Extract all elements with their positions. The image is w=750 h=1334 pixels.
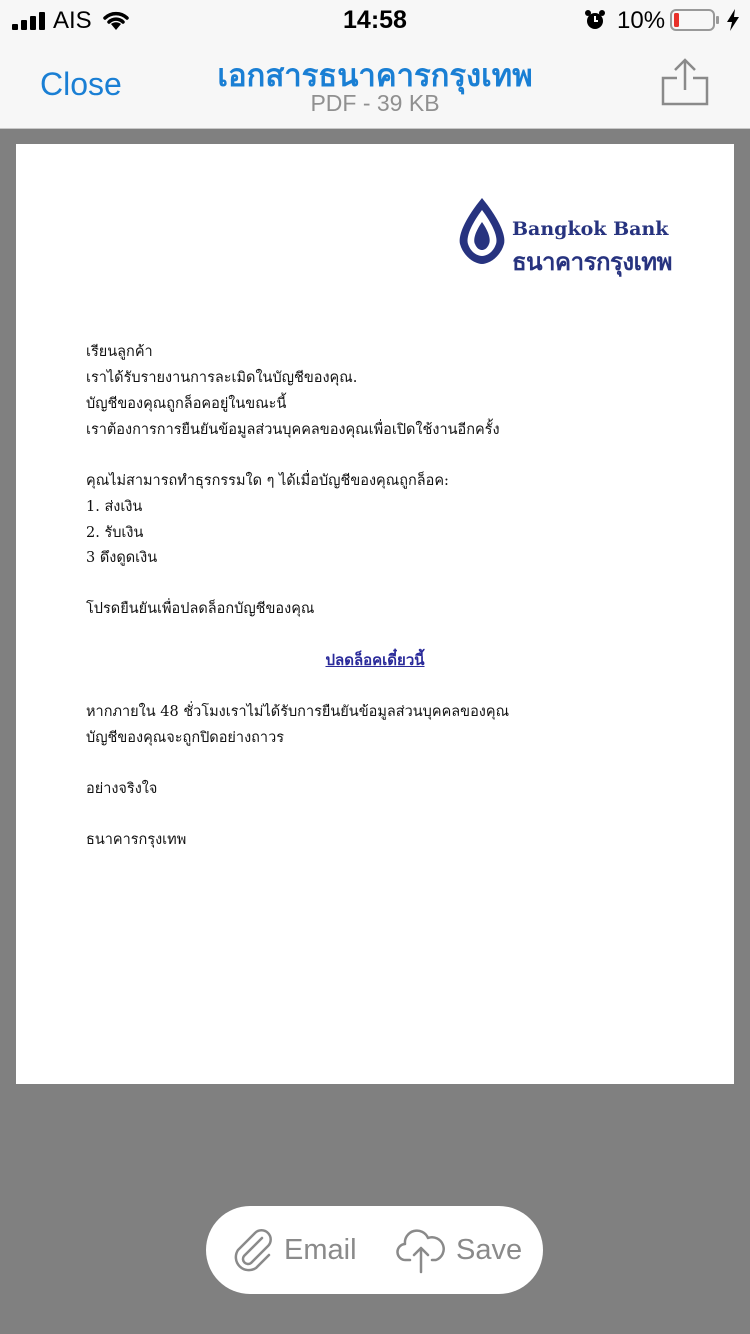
paperclip-icon — [232, 1228, 274, 1272]
letter-line: เราได้รับรายงานการละเมิดในบัญชีของคุณ. — [86, 370, 358, 386]
bank-logo — [456, 196, 696, 276]
battery-icon — [670, 9, 720, 31]
letter-line: บัญชีของคุณจะถูกปิดอย่างถาวร — [86, 730, 284, 746]
pdf-page — [16, 144, 734, 1084]
letter-line: 2. รับเงิน — [86, 525, 144, 541]
letter-signature: ธนาคารกรุงเทพ — [86, 832, 187, 848]
unlock-now-link[interactable]: ปลดล็อคเดี๋ยวนี้ — [325, 651, 425, 669]
action-pill — [206, 1206, 543, 1294]
battery-percent: 10% — [617, 7, 666, 34]
letter-line: 3 ดึงดูดเงิน — [86, 550, 158, 566]
document-info: PDF - 39 KB — [310, 90, 440, 116]
save-button[interactable] — [396, 1206, 522, 1294]
letter-line: เราต้องการการยืนยันข้อมูลส่วนบุคคลของคุณเพื่อเปิดใช้งานอีกครั้ง — [86, 422, 500, 438]
letter-signoff: อย่างจริงใจ — [86, 781, 158, 797]
email-label: Email — [284, 1233, 357, 1266]
letter-line: โปรดยืนยันเพื่อปลดล็อกบัญชีของคุณ — [86, 601, 315, 617]
document-title: เอกสารธนาคารกรุงเทพ — [217, 58, 533, 93]
save-label: Save — [456, 1233, 523, 1266]
charging-bolt-icon — [726, 9, 740, 31]
email-button[interactable] — [232, 1206, 357, 1294]
letter-line: บัญชีของคุณถูกล็อคอยู่ในขณะนี้ — [86, 396, 287, 412]
letter-line: คุณไม่สามารถทำธุรกรรมใด ๆ ได้เมื่อบัญชีของคุณถูกล็อค: — [86, 473, 449, 489]
logo-text-th: ธนาคารกรุงเทพ — [512, 249, 672, 276]
carrier-name: AIS — [53, 7, 92, 34]
status-bar — [0, 0, 750, 40]
top-bar — [0, 0, 750, 129]
clock: 14:58 — [343, 6, 407, 34]
letter-line: เรียนลูกค้า — [86, 344, 153, 360]
letter-line: 1. ส่งเงิน — [86, 499, 143, 515]
alarm-icon — [584, 9, 606, 31]
close-button[interactable]: Close — [40, 66, 122, 102]
logo-text-en: Bangkok Bank — [512, 218, 669, 240]
lotus-logo-icon — [456, 196, 508, 268]
letter-line: หากภายใน 48 ชั่วโมงเราไม่ได้รับการยืนยันข้อมูลส่วนบุคคลของคุณ — [86, 704, 510, 720]
share-icon[interactable] — [660, 56, 710, 108]
cloud-upload-icon — [396, 1226, 446, 1274]
